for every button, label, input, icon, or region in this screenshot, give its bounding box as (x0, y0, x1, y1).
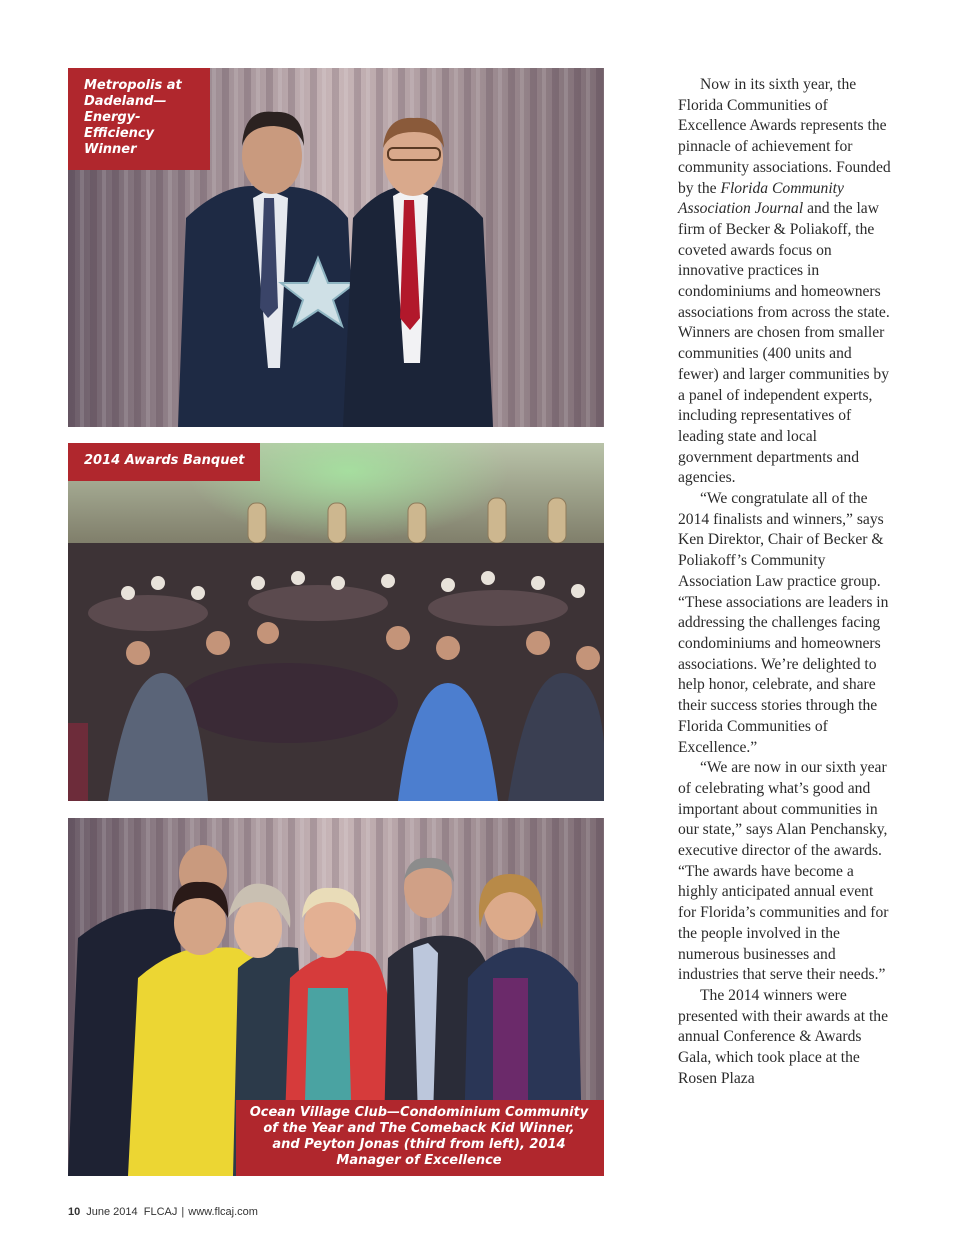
website-link[interactable]: www.flcaj.com (188, 1206, 258, 1218)
article-publication-name: Florida Community Association Journal (678, 179, 844, 218)
photo-award-presentation (68, 68, 604, 427)
photo-caption-ocean-village: Ocean Village Club—Condominium Community of the Year and The Comeback Kid Winner, and Peyton Jonas (third from left), 2014 Manager of Excellence (236, 1100, 604, 1176)
photo-awards-banquet-image (68, 443, 604, 801)
article-paragraph-1-rest: and the law firm of Becker & Poliakoff, the coveted awards focus on innovative practices in condominiums and homeowners associations from across the state. Winners are chosen from smaller communities (400 units and fewer) and larger communities by a panel of independent experts, including representatives of leading state and local government departments and agencies. (678, 200, 890, 487)
publication-name: FLCAJ (143, 1206, 178, 1218)
article-paragraph-3: “We are now in our sixth year of celebrating what’s good and important about communities in our state,” says Alan Penchansky, executive director of the awards. “The awards have become a highly anticipated annual event for Florida’s communities and for the people involved in the numerous businesses and industries that serve their needs.” (678, 759, 889, 984)
issue-date: June 2014 (86, 1206, 138, 1218)
article-body (678, 75, 894, 1089)
footer-separator: | (181, 1206, 185, 1218)
article-paragraph-1-lead: Now in its sixth year, the Florida Communities of Excellence Awards represents the pinnacle of achievement for community associations. Founded by the (678, 76, 891, 197)
article-paragraph-1 (678, 75, 894, 489)
photo-caption-banquet: 2014 Awards Banquet (68, 443, 260, 481)
article-paragraph-4: The 2014 winners were presented with their awards at the annual Conference & Awards Gala, which took place at the Rosen Plaza (678, 986, 889, 1087)
article-paragraph-2: “We congratulate all of the 2014 finalists and winners,” says Ken Direktor, Chair of Becker & Poliakoff’s Community Association Law practice group. “These associations are leaders in addressing the challenges facing condominiums and homeowners associations. We’re delighted to help honor, celebrate, and share their success stories through the Florida Communities of Excellence.” (678, 490, 889, 756)
photo-caption-metropolis: Metropolis at Dadeland—Energy-Efficiency Winner (68, 68, 210, 170)
photo-ocean-village-group (68, 818, 604, 1176)
page-number: 10 (68, 1206, 81, 1218)
photo-awards-banquet (68, 443, 604, 801)
page-footer (68, 1206, 258, 1218)
